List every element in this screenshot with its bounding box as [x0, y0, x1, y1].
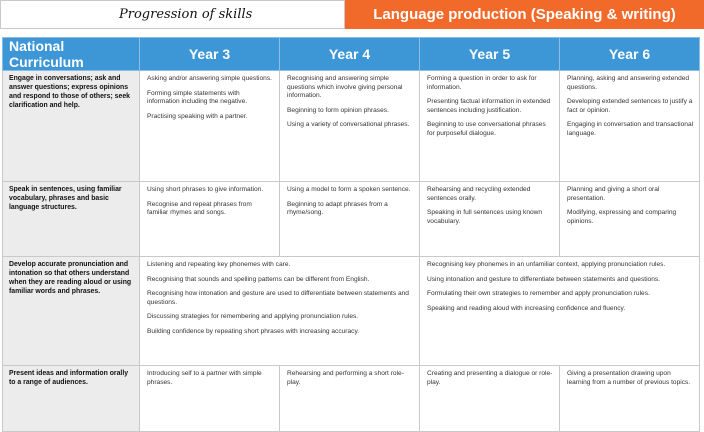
skill-item: Asking and/or answering simple questions. [147, 75, 272, 82]
skill-item: Recognising and answering simple questions which involve giving personal information. [287, 75, 403, 100]
skill-item: Listening and repeating key phonemes with care. [147, 261, 291, 268]
skill-item: Planning, asking and answering extended questions. [567, 75, 690, 91]
skill-item: Using a variety of conversational phrases. [287, 121, 410, 129]
skill-item: Recognising that sounds and spelling patterns can be different from English. [147, 275, 370, 283]
year-3-4-cell [140, 257, 420, 366]
skill-item: Speaking in full sentences using known vocabulary. [427, 209, 543, 225]
topic-banner [345, 0, 704, 29]
skill-item: Giving a presentation drawing upon learning from a number of previous topics. [567, 370, 691, 386]
skill-item: Speaking and reading aloud with increasing confidence and fluency. [427, 304, 626, 312]
skill-item: Recognising key phonemes in an unfamiliar context, applying pronunciation rules. [427, 261, 666, 268]
skill-item: Building confidence by repeating short phrases with increasing accuracy. [147, 327, 360, 335]
year-5-cell [420, 366, 560, 432]
skill-item: Beginning to use conversational phrases for purposeful dialogue. [427, 121, 546, 137]
year-6-cell [560, 182, 700, 257]
skill-item: Planning and giving a short oral presentation. [567, 186, 660, 202]
year-3-cell [140, 182, 280, 257]
year-5-cell [420, 71, 560, 182]
column-header-year-4: Year 4 [280, 38, 420, 71]
skills-table [2, 37, 700, 432]
skill-item: Recognise and repeat phrases from familiar rhymes and songs. [147, 200, 252, 217]
progression-header [0, 0, 345, 29]
row-heading: Present ideas and information orally to a range of audiences. [3, 366, 140, 432]
year-4-cell [280, 71, 420, 182]
column-header-year-3: Year 3 [140, 38, 280, 71]
table-row [3, 182, 700, 257]
table-row [3, 71, 700, 182]
skill-item: Using intonation and gesture to differentiate between statements and questions. [427, 275, 661, 283]
skill-item: Beginning to form opinion phrases. [287, 106, 389, 114]
column-header-year-5: Year 5 [420, 38, 560, 71]
table-row [3, 366, 700, 432]
skill-item: Modifying, expressing and comparing opinions. [567, 209, 677, 225]
year-6-cell [560, 366, 700, 432]
skill-item: Discussing strategies for remembering and applying pronunciation rules. [147, 313, 359, 321]
skill-item: Practising speaking with a partner. [147, 112, 248, 120]
year-4-cell [280, 182, 420, 257]
skill-item: Rehearsing and recycling extended sentences orally. [427, 186, 531, 202]
year-5-cell [420, 182, 560, 257]
table-row [3, 257, 700, 366]
row-heading: Engage in conversations; ask and answer questions; express opinions and respond to those of others; seek clarification and help. [3, 71, 140, 182]
skill-item: Developing extended sentences to justify a fact or opinion. [567, 98, 693, 114]
skill-item: Creating and presenting a dialogue or role-play. [427, 370, 553, 386]
year-3-cell [140, 366, 280, 432]
year-4-cell [280, 366, 420, 432]
skill-item: Using short phrases to give information. [147, 186, 264, 193]
column-header-year-6: Year 6 [560, 38, 700, 71]
progression-title: Progression of skills [119, 7, 253, 22]
skill-item: Rehearsing and performing a short role-play. [287, 370, 404, 386]
year-6-cell [560, 71, 700, 182]
skill-item: Engaging in conversation and transactional language. [567, 121, 694, 137]
table-header-row [3, 38, 700, 71]
skill-item: Introducing self to a partner with simple phrases. [147, 370, 262, 386]
skill-item: Presenting factual information in extended sentences including justification. [427, 98, 551, 114]
skill-item: Formulating their own strategies to remember and apply pronunciation rules. [427, 290, 650, 298]
skill-item: Using a model to form a spoken sentence. [287, 186, 411, 193]
column-header-national-curriculum: National Curriculum [3, 38, 140, 71]
row-heading: Speak in sentences, using familiar vocabulary, phrases and basic language structures. [3, 182, 140, 257]
skill-item: Beginning to adapt phrases from a rhyme/song. [287, 200, 388, 217]
skill-item: Recognising how intonation and gesture are used to differentiate between statements and questions. [147, 290, 409, 306]
year-3-cell [140, 71, 280, 182]
skill-item: Forming simple statements with information including the negative. [147, 89, 248, 106]
topic-title: Language production (Speaking & writing) [373, 6, 676, 23]
year-5-6-cell [420, 257, 700, 366]
row-heading: Develop accurate pronunciation and intonation so that others understand when they are reading aloud or using familiar words and phrases. [3, 257, 140, 366]
skill-item: Forming a question in order to ask for information. [427, 75, 537, 91]
